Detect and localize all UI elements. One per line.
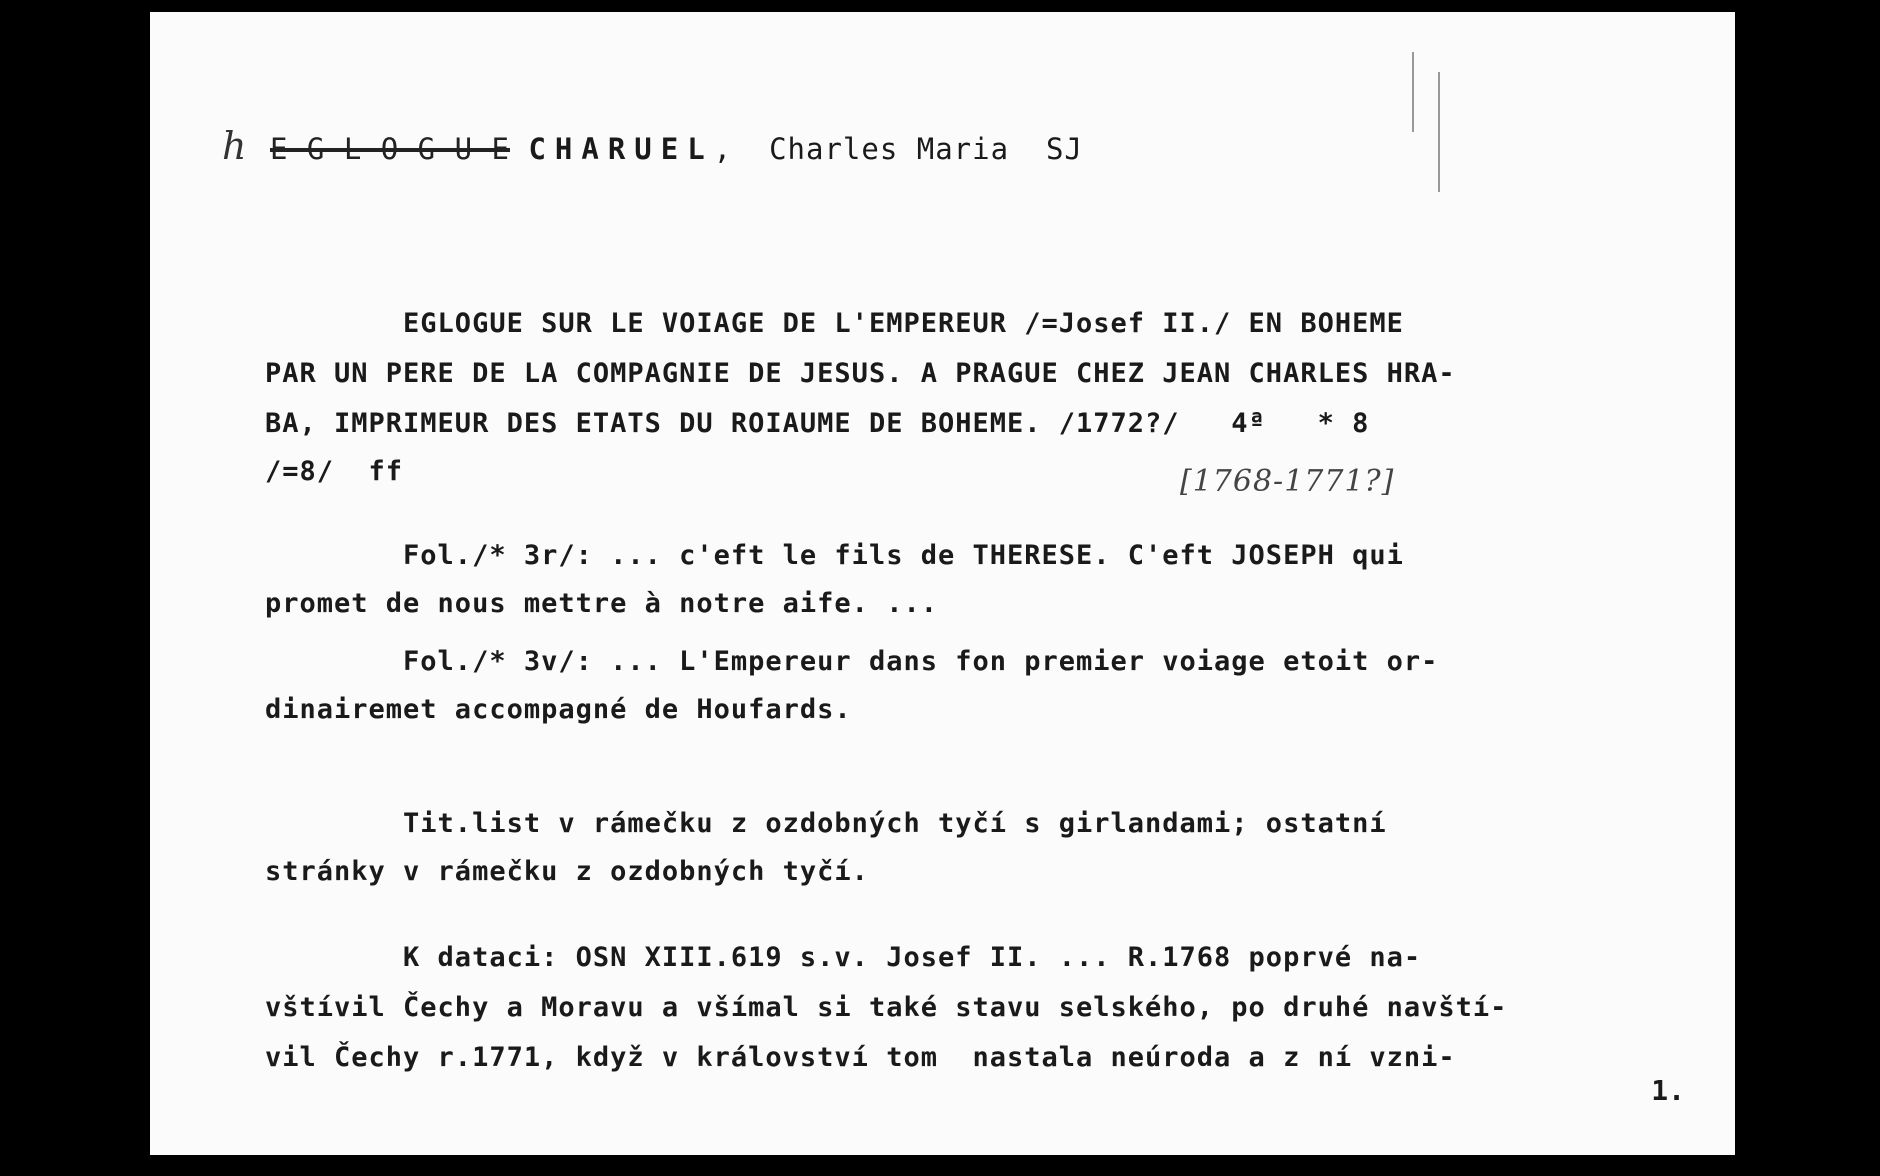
order-mark: SJ	[1045, 132, 1083, 166]
page-number: 1.	[1651, 1074, 1685, 1107]
heading-separator: ,	[713, 132, 733, 166]
author-surname: CHARUEL	[528, 132, 714, 166]
dating-line: vil Čechy r.1771, když v království tom nastala neúroda a z ní vzni-	[265, 1042, 1456, 1073]
title-line: EGLOGUE SUR LE VOIAGE DE L'EMPEREUR /=Josef II./ EN BOHEME	[265, 308, 1404, 339]
card-heading	[270, 132, 1083, 166]
title-line: BA, IMPRIMEUR DES ETATS DU ROIAUME DE BOHEME. /1772?/ 4ª * 8	[265, 408, 1370, 439]
author-given-names: Charles Maria	[769, 132, 1010, 166]
dating-line: K dataci: OSN XIII.619 s.v. Josef II. ... R.1768 poprvé na-	[265, 942, 1422, 973]
quote-line: dinairemet accompagné de Houfards.	[265, 694, 852, 725]
handwritten-mark: h	[222, 124, 247, 168]
quote-line: promet de nous mettre à notre aife. ...	[265, 588, 938, 619]
quote-line: Fol./* 3v/: ... L'Empereur dans fon premier voiage etoit or-	[265, 646, 1439, 677]
description-line: stránky v rámečku z ozdobných tyčí.	[265, 856, 869, 887]
title-line: PAR UN PERE DE LA COMPAGNIE DE JESUS. A PRAGUE CHEZ JEAN CHARLES HRA-	[265, 358, 1456, 389]
struck-out-name: E G L O G U E	[270, 132, 510, 166]
quote-line: Fol./* 3r/: ... c'eft le fils de THERESE. C'eft JOSEPH qui	[265, 540, 1404, 571]
description-line: Tit.list v rámečku z ozdobných tyčí s girlandami; ostatní	[265, 808, 1387, 839]
title-line: /=8/ ff	[265, 456, 404, 487]
pencil-stroke	[1412, 52, 1414, 132]
pencil-stroke	[1438, 72, 1440, 192]
dating-line: vštívil Čechy a Moravu a všímal si také stavu selského, po druhé navští-	[265, 992, 1508, 1023]
catalog-card	[150, 12, 1735, 1155]
handwritten-date: [1768-1771?]	[1180, 464, 1395, 499]
